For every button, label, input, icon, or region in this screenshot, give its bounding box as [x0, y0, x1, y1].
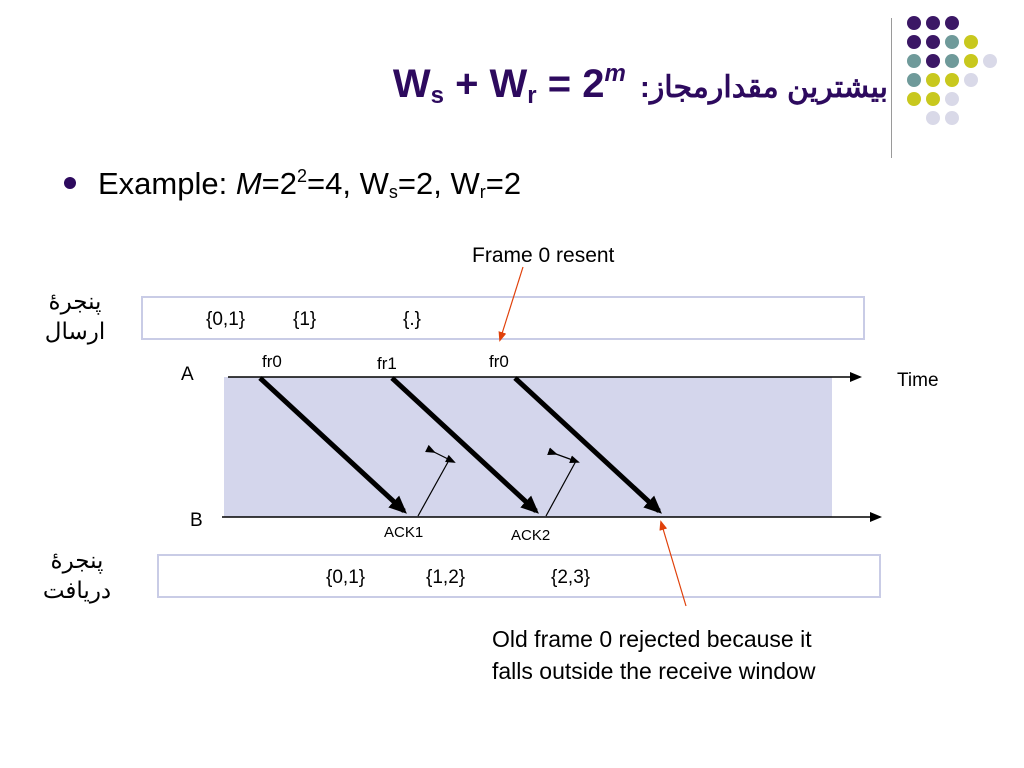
time-label: Time	[897, 370, 939, 391]
receiver-window-value-2: {2,3}	[551, 567, 591, 588]
sender-window-value-2: {.}	[403, 309, 421, 330]
title-equation: $W_s + W_r = 2^m$	[392, 60, 626, 109]
sender-window-value-1: {1}	[293, 309, 317, 330]
sender-window-label: پنجرهٔ ارسال	[44, 288, 106, 344]
ack-label-2: ACK2	[511, 527, 551, 544]
resent-annotation: Frame 0 resent	[472, 244, 615, 267]
rejected-annotation-line-2: falls outside the receive window	[492, 658, 816, 684]
station-a-label: A	[181, 364, 194, 385]
ack-label-1: ACK1	[384, 524, 424, 541]
transmission-band	[224, 377, 832, 517]
sender-window-value-0: {0,1}	[206, 309, 246, 330]
rejected-annotation-line-1: Old frame 0 rejected because it	[492, 626, 812, 652]
receiver-window-value-1: {1,2}	[426, 567, 466, 588]
example-bullet: Example: $M=2^2=4$, $W_s=2$, $W_r=2$	[64, 166, 521, 202]
receiver-window-value-0: {0,1}	[326, 567, 366, 588]
station-b-label: B	[190, 510, 203, 531]
frame-label-2: fr0	[489, 352, 509, 371]
title-persian: بیشترین مقدارمجاز:	[639, 71, 888, 104]
receiver-window-label: پنجرهٔ دریافت	[42, 547, 112, 603]
rejected-callout-line	[661, 522, 686, 606]
resent-callout-line	[500, 267, 523, 340]
frame-label-1: fr1	[377, 354, 397, 373]
frame-label-0: fr0	[262, 352, 282, 371]
